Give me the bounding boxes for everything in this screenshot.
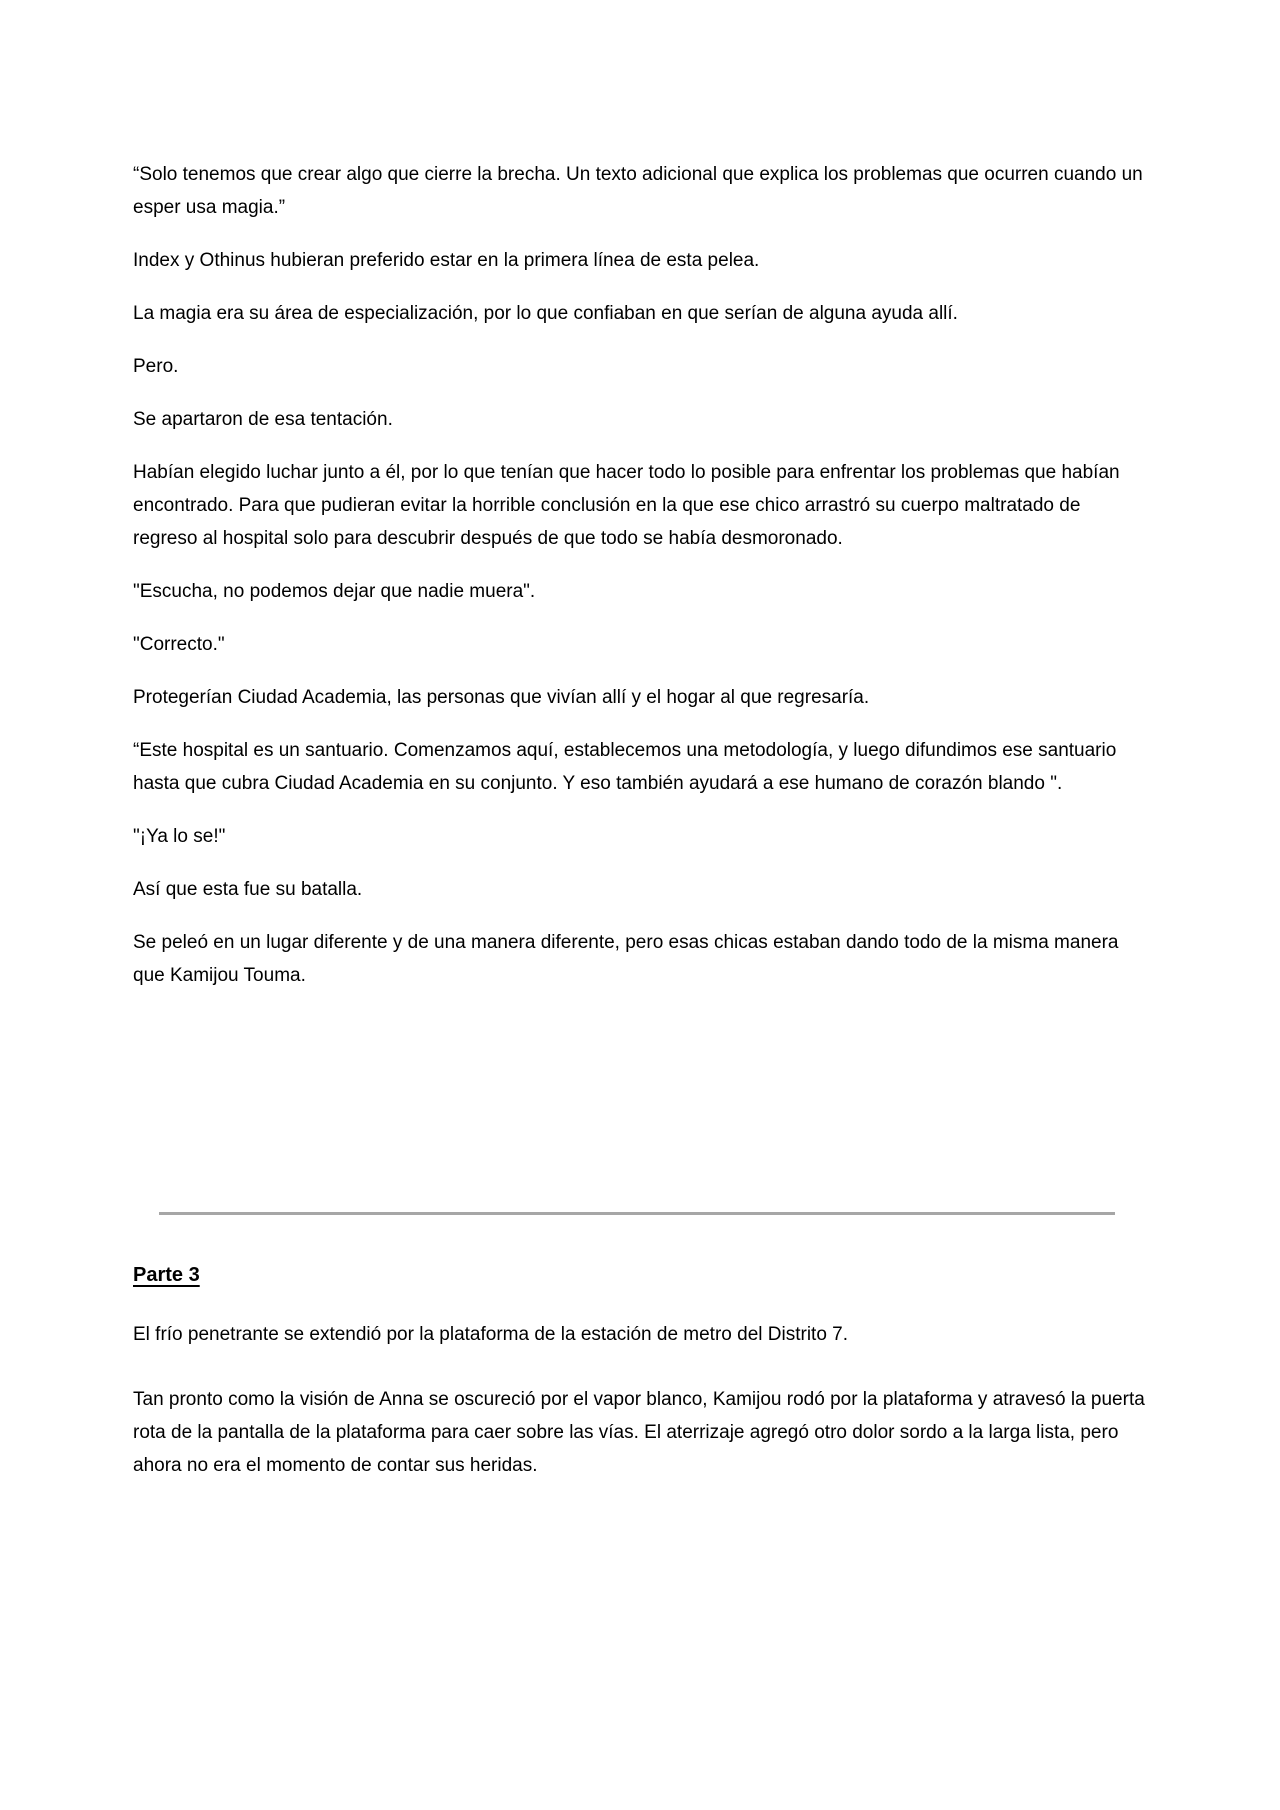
paragraph: La magia era su área de especialización, por lo que confiaban en que serían de alguna ayuda allí. <box>133 303 958 324</box>
section-part3-body <box>133 1259 1147 1482</box>
section-heading: Parte 3 <box>133 1264 200 1286</box>
paragraph: Se peleó en un lugar diferente y de una manera diferente, pero esas chicas estaban dando todo de la misma manera que Kamijou Touma. <box>133 932 1119 986</box>
paragraph: "¡Ya lo se!" <box>133 826 226 847</box>
section-part2-body <box>133 158 1147 992</box>
section-divider <box>159 1212 1115 1215</box>
paragraph: "Correcto." <box>133 634 225 655</box>
paragraph: El frío penetrante se extendió por la plataforma de la estación de metro del Distrito 7. <box>133 1324 849 1345</box>
paragraph: Index y Othinus hubieran preferido estar en la primera línea de esta pelea. <box>133 250 760 271</box>
paragraph: “Este hospital es un santuario. Comenzamos aquí, establecemos una metodología, y luego difundimos ese santuario hasta que cubra Ciudad Academia en su conjunto. Y eso también ayudará a ese humano de corazón blando ". <box>133 740 1117 794</box>
paragraph: “Solo tenemos que crear algo que cierre la brecha. Un texto adicional que explica los problemas que ocurren cuando un esper usa magia.” <box>133 164 1143 218</box>
paragraph: Habían elegido luchar junto a él, por lo que tenían que hacer todo lo posible para enfrentar los problemas que habían encontrado. Para que pudieran evitar la horrible conclusión en la que ese chico arrastró su cuerpo maltratado de regreso al hospital solo para descubrir después de que todo se había desmoronado. <box>133 462 1120 549</box>
paragraph: Se apartaron de esa tentación. <box>133 409 393 430</box>
paragraph: "Escucha, no podemos dejar que nadie muera". <box>133 581 536 602</box>
paragraph: Tan pronto como la visión de Anna se oscureció por el vapor blanco, Kamijou rodó por la plataforma y atravesó la puerta rota de la pantalla de la plataforma para caer sobre las vías. El aterrizaje agregó otro dolor sordo a la larga lista, pero ahora no era el momento de contar sus heridas. <box>133 1389 1145 1476</box>
paragraph: Así que esta fue su batalla. <box>133 879 363 900</box>
paragraph: Pero. <box>133 356 179 377</box>
paragraph: Protegerían Ciudad Academia, las personas que vivían allí y el hogar al que regresaría. <box>133 687 870 708</box>
